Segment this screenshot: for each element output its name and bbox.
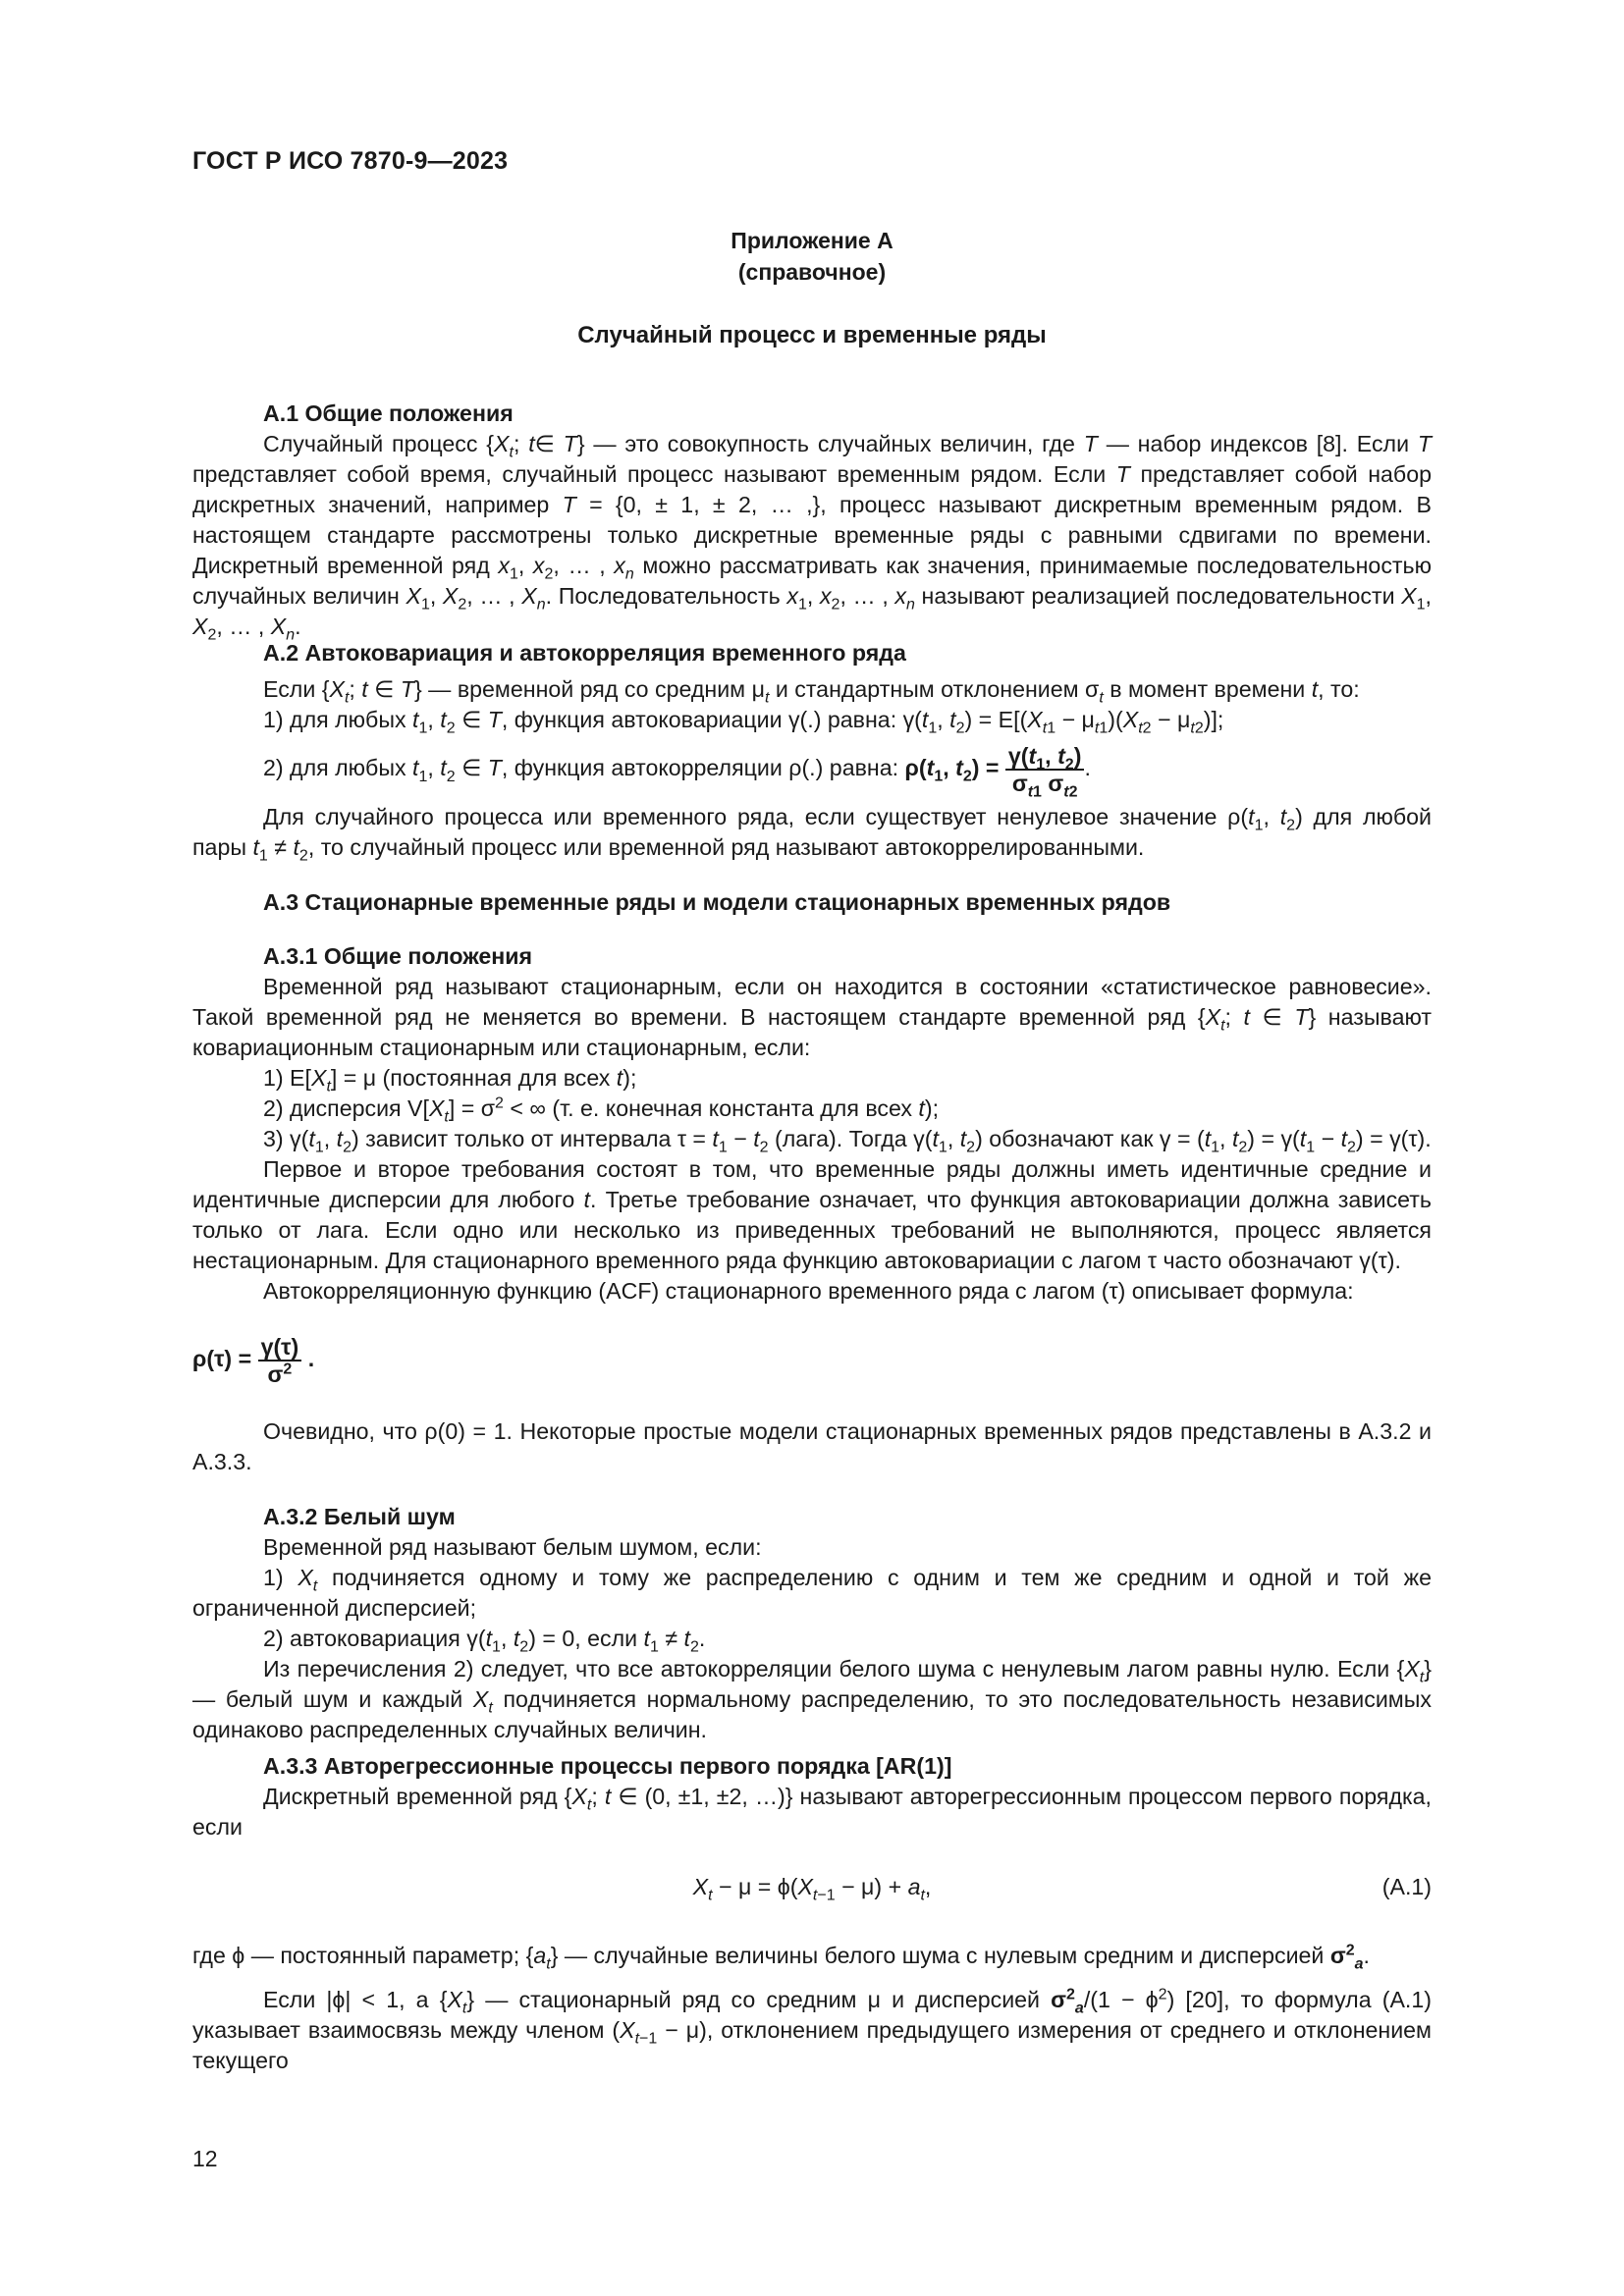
paragraph: Автокорреляционную функцию (ACF) стационарного временного ряда с лагом (τ) описывает формула:: [263, 1278, 1354, 1304]
paragraph: Дискретный временной ряд {$X_t$; t ∈ (0, ±1, ±2, …)} называют авторегрессионным процессом первого порядка, если: [192, 1784, 1432, 1840]
equation-number: (А.1): [1381, 1874, 1432, 1899]
paragraph: Очевидно, что ρ(0) = 1. Некоторые простые модели стационарных временных рядов представлены в А.3.2 и А.3.3.: [192, 1418, 1432, 1474]
section-a2-title: А.2 Автоковариация и автокорреляция временного ряда: [263, 640, 906, 666]
equation-a1-body: $X_t - \mu = \phi(X_{t-1} - \mu) + a_t$,: [692, 1874, 932, 1904]
equation-a1: [192, 1872, 1432, 1911]
annex-name: Случайный процесс и временные ряды: [577, 322, 1047, 348]
section-a33-title: А.3.3 Авторегрессионные процессы первого порядка [AR(1)]: [263, 1753, 952, 1779]
section-a31-title: А.3.1 Общие положения: [263, 943, 533, 969]
list-item: 1) для любых $t_1$, $t_2$ ∈ T, функция автоковариации γ(.) равна: $\gamma(t_1$, $t_2) = E[(X_{t1} - \mu_{t1})(X_{t2} - \mu_{t2})]$;: [263, 707, 1224, 737]
list-item: 2) для любых $t_1$, $t_2$ ∈ T, функция автокорреляции ρ(.) равна: $\rho(t_1$, $t_2$) = $\frac{\gamma(t_1, t_2)}{\sigma_{t1} \sigma_{t2}}$ .: [263, 743, 1091, 801]
paragraph: Если |ϕ| < 1, а $\{X_t\}$ — стационарный ряд со средним μ и дисперсией $\sigma^2_a/(1 - \phi^2)$ [20], то формула (А.1) указывает взаимосвязь между членом $(X_{t-1} - \mu)$, отклонением предыдущего измерения от среднего и отклонением текущего: [192, 1986, 1432, 2073]
list-item: 1) $X_t$ подчиняется одному и тому же распределению с одним и тем же средним и одной и той же ограниченной дисперсией;: [192, 1565, 1432, 1621]
paragraph: Первое и второе требования состоят в том, что временные ряды должны иметь идентичные средние и идентичные дисперсии для любого t. Третье требование означает, что функция автоковариации должна зависеть только от лага. Если одно или несколько из приведенных требований не выполняются, процесс является нестационарным. Для стационарного временного ряда функцию автоковариации с лагом τ часто обозначают γ(τ).: [192, 1156, 1432, 1273]
paragraph: Из перечисления 2) следует, что все автокорреляции белого шума с ненулевым лагом равны нулю. Если $\{X_t\}$ — белый шум и каждый $X_t$ подчиняется нормальному распределению, то это последовательность независимых одинаково распределенных случайных величин.: [192, 1656, 1432, 1742]
list-item: 2) дисперсия $V[X_t] = \sigma^2$ < ∞ (т. е. конечная константа для всех t);: [263, 1095, 940, 1126]
standard-header: ГОСТ Р ИСО 7870-9—2023: [192, 147, 509, 175]
paragraph: Временной ряд называют белым шумом, если:: [263, 1534, 762, 1560]
paragraph: Для случайного процесса или временного ряда, если существует ненулевое значение $\rho(t_1$, $t_2$) для любой пары $t_1 \ne t_2$, то случайный процесс или временной ряд называют автокоррелированными.: [192, 804, 1433, 865]
annex-type: (справочное): [737, 259, 887, 285]
acf-formula: ρ(τ) = $\frac{\gamma(\tau)}{\sigma^2}$ .: [192, 1334, 315, 1387]
list-item: 3) $\gamma(t_1$, $t_2$) зависит только от интервала $\tau = t_1 - t_2$ (лага). Тогда $\gamma(t_1$, $t_2$) обозначают как $\gamma = (t_1$, $t_2) = \gamma(t_1 - t_2) = \gamma(\tau)$.: [263, 1126, 1432, 1156]
list-item: 2) автоковариация $\gamma(t_1$, $t_2) = 0$, если $t_1 \ne t_2$.: [263, 1626, 706, 1656]
page-number: 12: [192, 2146, 218, 2171]
paragraph: Если {$X_t$; t ∈ T} — временной ряд со средним $\mu_t$ и стандартным отклонением $\sigma_t$ в момент времени t, то:: [263, 676, 1360, 707]
section-a1: [192, 399, 1432, 642]
section-a32-title: А.3.2 Белый шум: [263, 1504, 456, 1529]
paragraph: Случайный процесс {$X_t$; t∈ T} — это совокупность случайных величин, где T — набор индексов [8]. Если T представляет собой время, случайный процесс называют временным рядом. Если T представляет собой набор дискретных значений, например T = {0, ± 1, ± 2, … ,}, процесс называют дискретным временным рядом. В настоящем стандарте рассмотрены только дискретные временные ряды с равными сдвигами по времени. Дискретный временной ряд $x_1$, $x_2$, … , $x_n$ можно рассматривать как значения, принимаемые последовательностью случайных величин $X_1$, $X_2$, … , $X_n$. Последовательность $x_1$, $x_2$, … , $x_n$ называют реализацией последовательности $X_1$, $X_2$, … , $X_n$.: [192, 431, 1433, 644]
section-a1-title: А.1 Общие положения: [263, 400, 514, 426]
annex-title: Приложение А: [731, 228, 893, 253]
section-a3-title: А.3 Стационарные временные ряды и модели стационарных временных рядов: [263, 889, 1171, 915]
section-a2: [192, 638, 1432, 863]
section-a33: [192, 1751, 1432, 2076]
section-a3: [192, 887, 1432, 1477]
paragraph: где ϕ — постоянный параметр; $\{a_t\}$ — случайные величины белого шума с нулевым средним и дисперсией $\sigma^2_a$.: [192, 1942, 1370, 1973]
list-item: 1) $E[X_t] = \mu$ (постоянная для всех t);: [263, 1065, 637, 1095]
section-a32: [192, 1502, 1432, 1745]
acf-fraction: $\frac{\gamma(t_1, t_2)}{\sigma_{t1} \sigma_{t2}}$: [1005, 743, 1085, 796]
paragraph: Временной ряд называют стационарным, если он находится в состоянии «статистическое равновесие». Такой временной ряд не меняется во времени. В настоящем стандарте временной ряд {$X_t$; t ∈ T} называют ковариационным стационарным или стационарным, если:: [192, 974, 1432, 1060]
